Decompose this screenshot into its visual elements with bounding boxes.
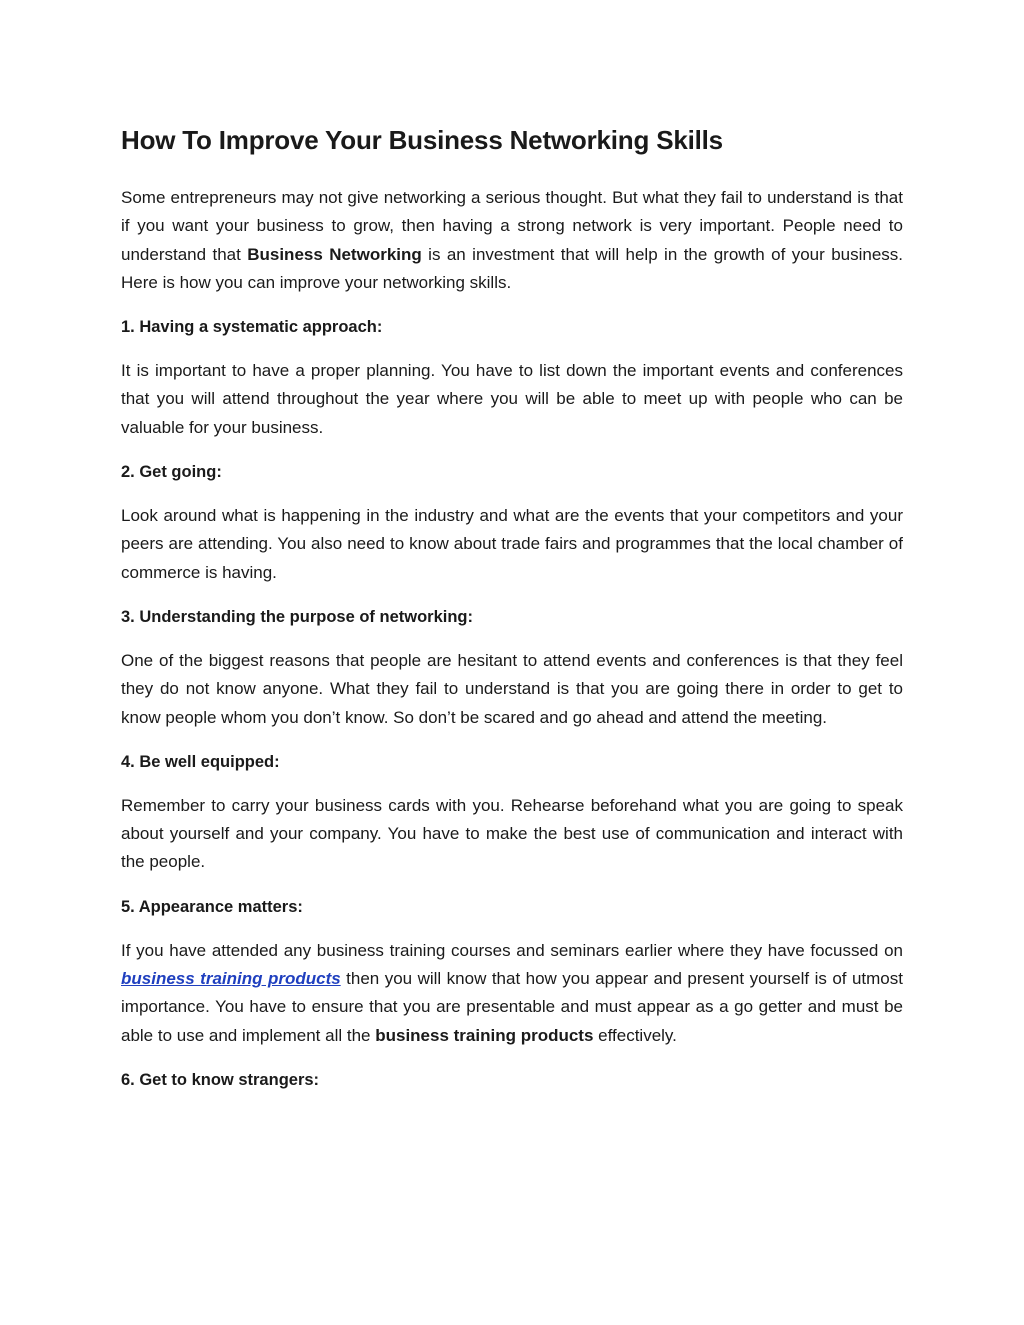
section-5-text-end: effectively.: [593, 1025, 677, 1045]
section-heading-2: 2. Get going:: [121, 463, 222, 482]
intro-text: Some entrepreneurs may not give networking a serious thought. But what they fail to understand is that if you want your business to grow, then having a strong network is very important. People need to understand that: [121, 188, 903, 264]
section-paragraph-4: Remember to carry your business cards with you. Rehearse beforehand what you are going to speak about yourself and your company. You have to make the best use of communication and interact with the people.: [121, 795, 903, 872]
section-5-text-continued: then you will know that how you appear and present yourself is of utmost importance. You have to ensure that you are presentable and must appear as a go getter and must be able to use and implement all the: [121, 969, 903, 1045]
business-training-products-link[interactable]: business training products: [121, 969, 341, 989]
section-5-text: If you have attended any business training courses and seminars earlier where they have focussed on: [121, 940, 903, 960]
intro-text-continued: is an investment that will help in the growth of your business. Here is how you can improve your networking skills.: [121, 244, 904, 292]
intro-bold-term: Business Networking: [247, 244, 422, 264]
section-paragraph-2: Look around what is happening in the industry and what are the events that your competitors and your peers are attending. You also need to know about trade fairs and programmes that the local chamber of commerce is having.: [121, 506, 903, 582]
document-page: [121, 118, 903, 1110]
section-heading-4: 4. Be well equipped:: [121, 752, 280, 771]
section-heading-6: 6. Get to know strangers:: [121, 1070, 320, 1089]
section-paragraph-1: It is important to have a proper planning. You have to list down the important events and conferences that you will attend throughout the year where you will be able to meet up with people who can be valuable for your business.: [121, 361, 903, 437]
section-paragraph-5: [121, 937, 903, 1050]
section-heading-1: 1. Having a systematic approach:: [121, 318, 383, 337]
intro-paragraph: [121, 184, 903, 297]
section-heading-5: 5. Appearance matters:: [121, 897, 303, 916]
page-title: How To Improve Your Business Networking Skills: [121, 125, 723, 155]
section-heading-3: 3. Understanding the purpose of networking:: [121, 607, 474, 626]
section-5-bold-term: business training products: [375, 1025, 594, 1045]
section-paragraph-3: One of the biggest reasons that people are hesitant to attend events and conferences is that they feel they do not know anyone. What they fail to understand is that you are going there in order to get to know people whom you don’t know. So don’t be scared and go ahead and attend the meeting.: [121, 650, 903, 727]
